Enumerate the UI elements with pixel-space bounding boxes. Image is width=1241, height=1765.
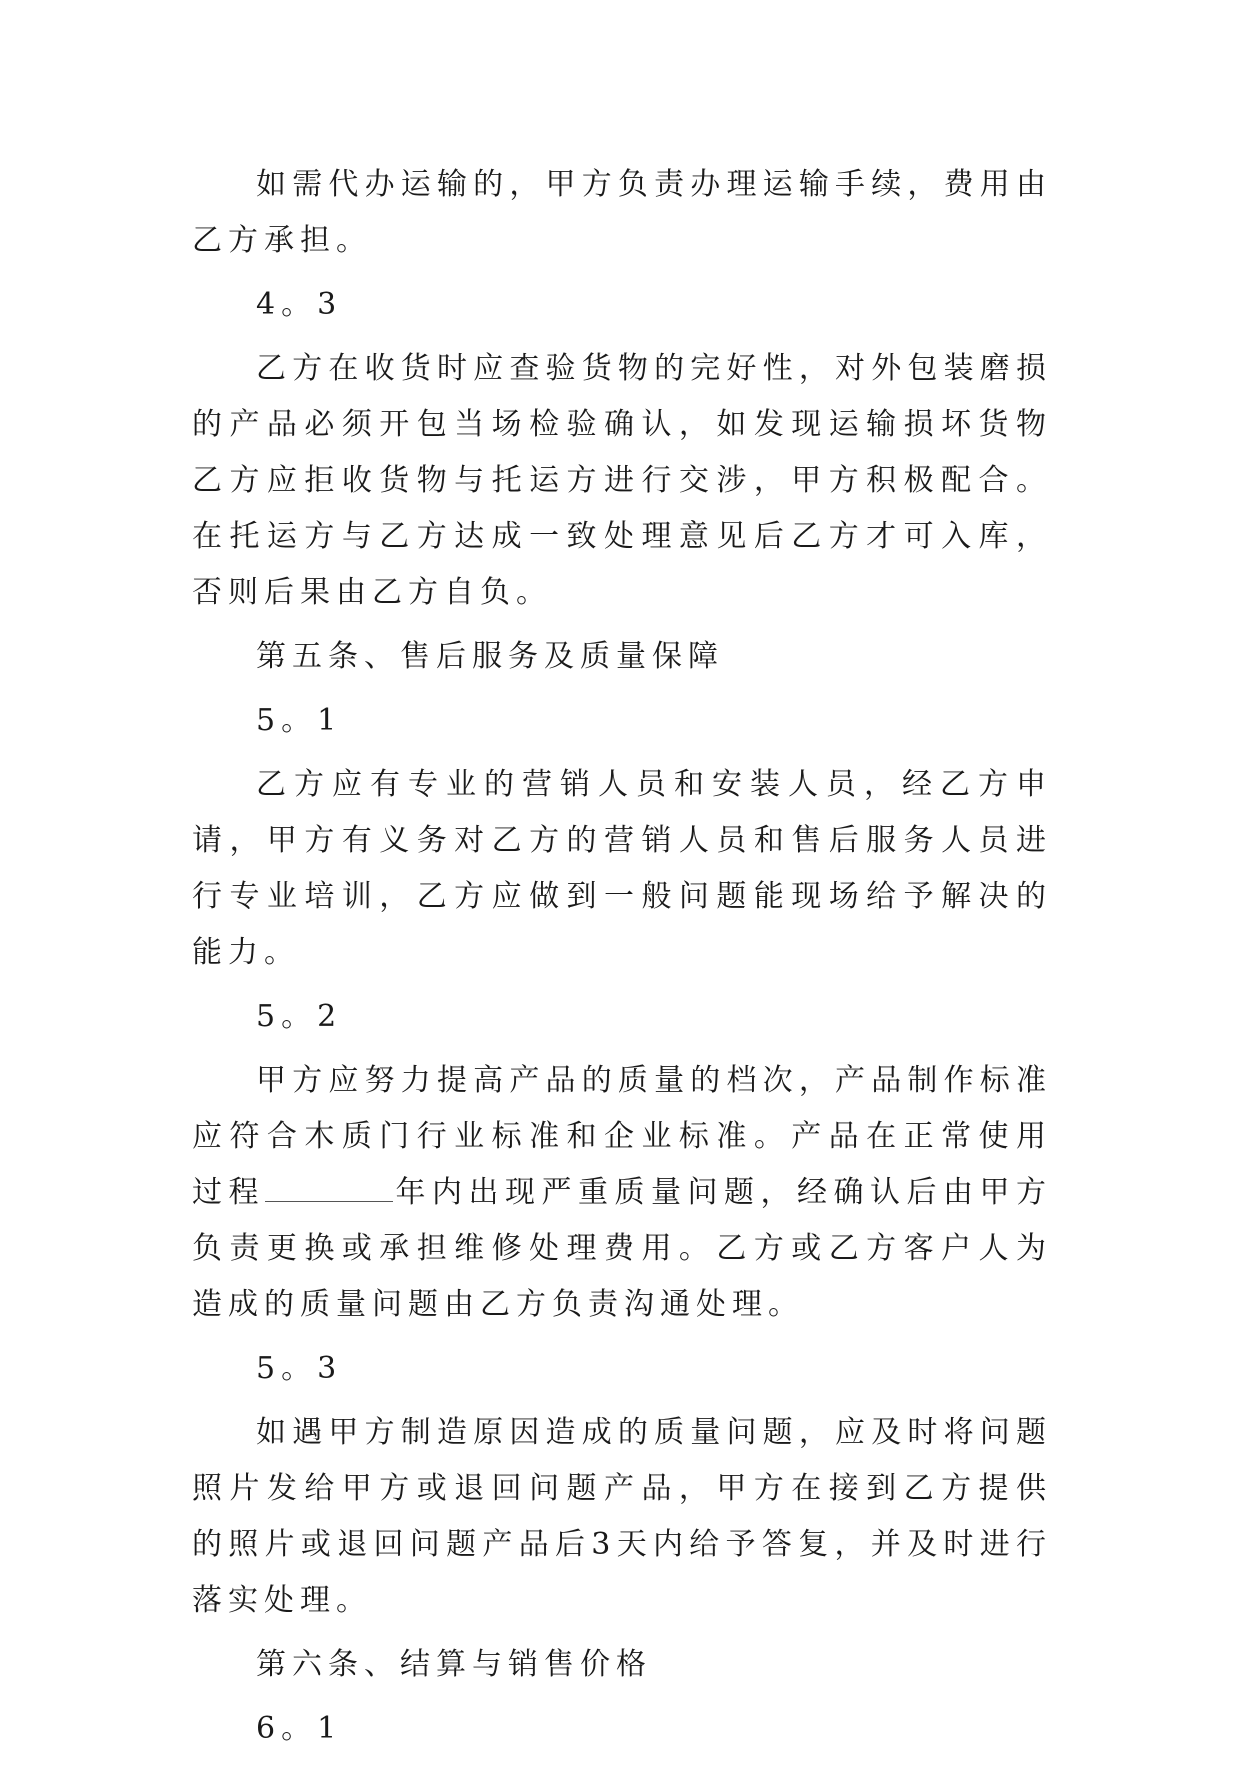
clause-number-5-1: 5。1 <box>256 703 343 738</box>
paragraph-training: 乙方应有专业的营销人员和安装人员，经乙方申请，甲方有义务对乙方的营销人员和售后服务人员进行专业培训，乙方应做到一般问题能现场给予解决的能力。 <box>192 767 1052 970</box>
clause-number-5-2: 5。2 <box>256 999 343 1034</box>
document-body <box>192 157 1052 1765</box>
paragraph-quality <box>192 1053 1052 1333</box>
paragraph-quality-part1: 甲方应努力提高产品的质量的档次，产品制作标准应符合木质门行业标准和企业标准。产品在正常使用过程 <box>192 1063 1052 1210</box>
paragraph-transport: 如需代办运输的，甲方负责办理运输手续，费用由乙方承担。 <box>192 167 1052 258</box>
paragraph-defect-handling: 如遇甲方制造原因造成的质量问题，应及时将问题照片发给甲方或退回问题产品，甲方在接到乙方提供的照片或退回问题产品后3天内给予答复，并及时进行落实处理。 <box>192 1415 1052 1618</box>
clause-number-6-1: 6。1 <box>256 1711 343 1746</box>
paragraph-quality-part2: 年内出现严重质量问题，经确认后由甲方负责更换或承担维修处理费用。乙方或乙方客户人为造成的质量问题由乙方负责沟通处理。 <box>192 1175 1052 1322</box>
fill-in-blank <box>265 1171 393 1202</box>
section-heading-6: 第六条、结算与销售价格 <box>256 1647 652 1682</box>
section-heading-5: 第五条、售后服务及质量保障 <box>256 639 724 674</box>
clause-number-4-3: 4。3 <box>256 287 343 322</box>
paragraph-inspection: 乙方在收货时应查验货物的完好性，对外包装磨损的产品必须开包当场检验确认，如发现运输损坏货物乙方应拒收货物与托运方进行交涉，甲方积极配合。在托运方与乙方达成一致处理意见后乙方才可入库，否则后果由乙方自负。 <box>192 351 1052 610</box>
clause-number-5-3: 5。3 <box>256 1351 343 1386</box>
